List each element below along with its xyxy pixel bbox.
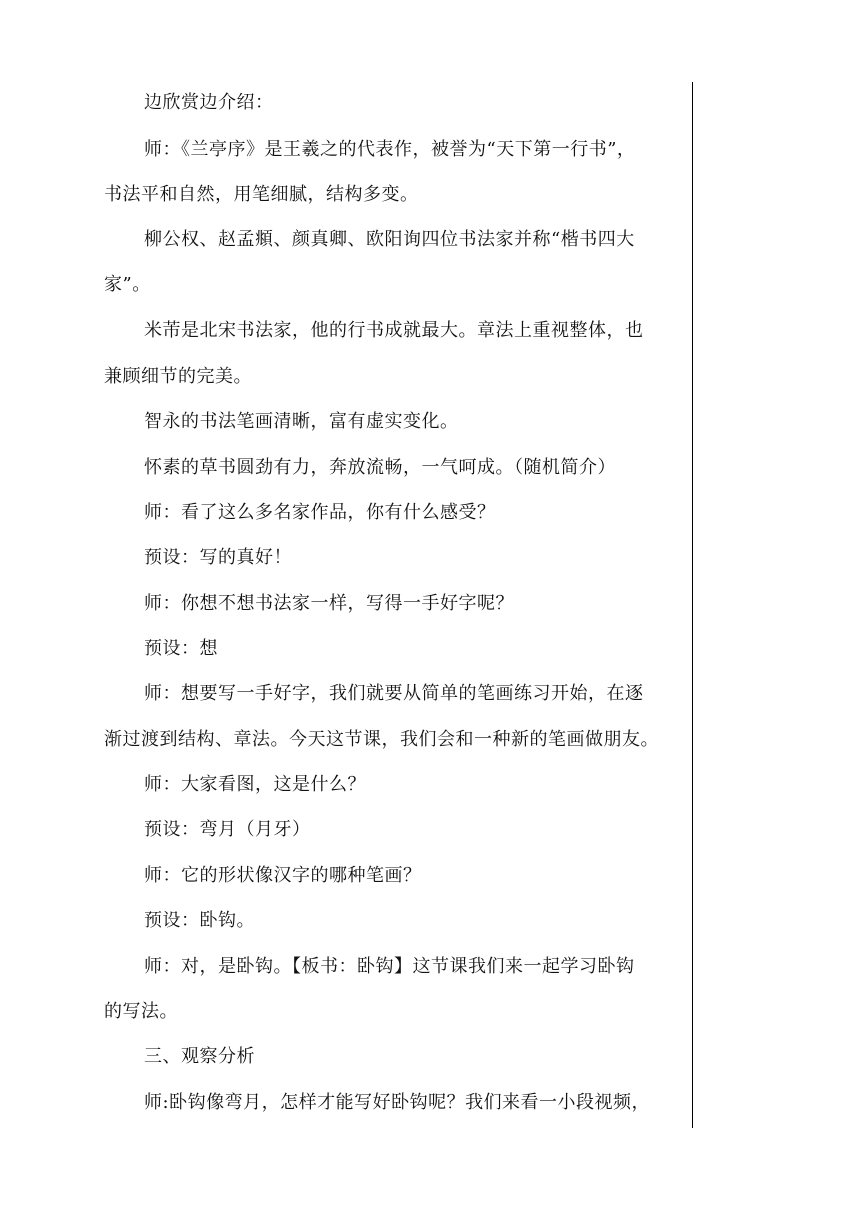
text-line: 智永的书法笔画清晰，富有虚实变化。	[144, 411, 459, 432]
text-line: 师：它的形状像汉字的哪种笔画？	[144, 865, 422, 886]
text-line: 米芾是北宋书法家，他的行书成就最大。章法上重视整体，也	[144, 320, 644, 341]
text-line: 怀素的草书圆劲有力，奔放流畅，一气呵成。（随机简介）	[144, 457, 616, 478]
text-line: 预设：弯月（月牙）	[144, 819, 311, 840]
text-line: 边欣赏边介绍：	[144, 92, 274, 113]
text-line: 师：大家看图，这是什么？	[144, 774, 366, 795]
text-line: 师：看了这么多名家作品，你有什么感受？	[144, 502, 496, 523]
text-line: 家”。	[104, 274, 151, 295]
text-line: 师：你想不想书法家一样，写得一手好字呢？	[144, 593, 514, 614]
text-line: 师：想要写一手好字，我们就要从简单的笔画练习开始，在逐	[144, 683, 644, 704]
section-heading: 三、观察分析	[144, 1046, 255, 1067]
text-line: 兼顾细节的完美。	[104, 366, 252, 387]
text-line: 预设：想	[144, 638, 218, 659]
text-line: 预设：卧钩。	[144, 910, 255, 931]
text-line: 书法平和自然，用笔细腻，结构多变。	[104, 184, 419, 205]
text-line: 柳公权、赵孟頫、颜真卿、欧阳询四位书法家并称“楷书四大	[144, 229, 635, 250]
text-line: 师：《兰亭序》是王羲之的代表作，被誉为“天下第一行书”，	[144, 139, 636, 160]
text-line: 师:卧钩像弯月，怎样才能写好卧钩呢？我们来看一小段视频，	[144, 1092, 651, 1113]
text-line: 师：对，是卧钩。【板书：卧钩】这节课我们来一起学习卧钩	[144, 956, 635, 977]
text-line: 预设：写的真好！	[144, 547, 292, 568]
text-line: 的写法。	[104, 1001, 178, 1022]
text-line: 渐过渡到结构、章法。今天这节课，我们会和一种新的笔画做朋友。	[104, 729, 659, 750]
table-right-border	[692, 82, 693, 1128]
